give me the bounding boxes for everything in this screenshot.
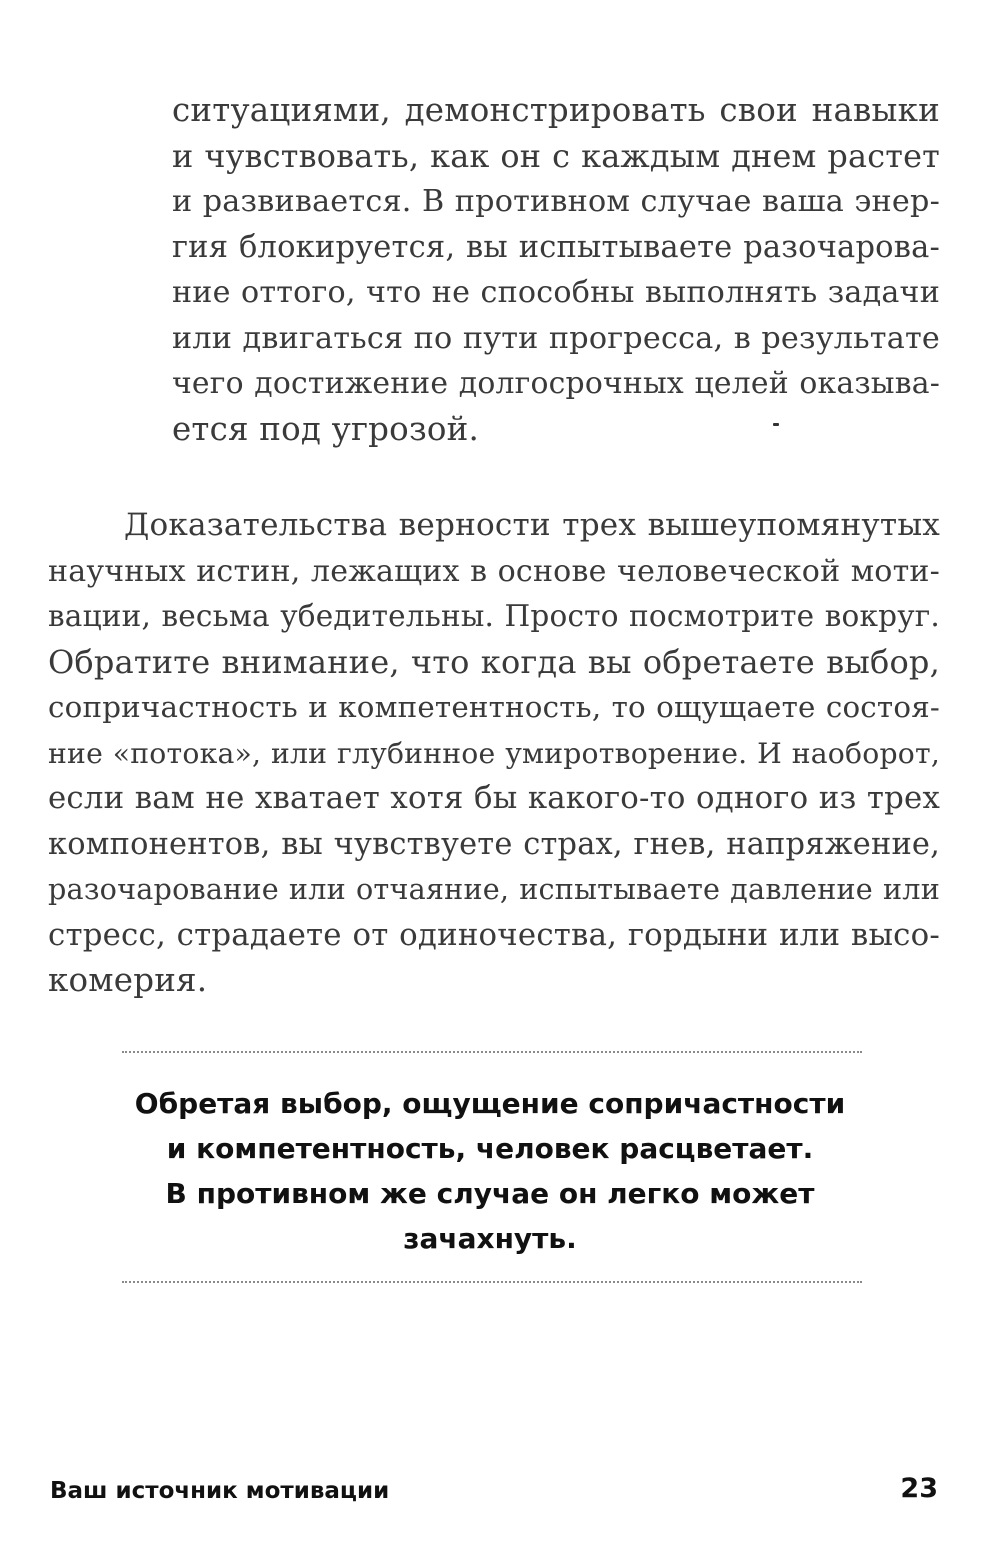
text-line: если вам не хватает хотя бы какого-то одного из трех	[48, 780, 940, 816]
pull-quote-line: В противном же случае он легко может	[165, 1177, 815, 1210]
text-line: компонентов, вы чувствуете страх, гнев, напряжение,	[48, 826, 940, 862]
text-line: ситуациями, демонстрировать свои навыки	[172, 91, 940, 129]
print-speck	[773, 423, 779, 426]
pull-quote-line: Обретая выбор, ощущение сопричастности	[134, 1087, 846, 1120]
text-line: ние оттого, что не способны выполнять задачи	[172, 275, 940, 310]
text-line: сопричастность и компетентность, то ощущаете состоя-	[48, 690, 940, 724]
text-line: комерия.	[48, 961, 208, 999]
text-line: стресс, страдаете от одиночества, гордыни или высо-	[48, 916, 940, 953]
text-line: гия блокируется, вы испытываете разочарова-	[172, 229, 940, 265]
text-line: Доказательства верности трех вышеупомянутых	[124, 507, 940, 543]
running-footer-title: Ваш источник мотивации	[50, 1478, 390, 1504]
pull-quote-line: зачахнуть.	[403, 1222, 577, 1255]
text-line: и чувствовать, как он с каждым днем растет	[172, 136, 940, 175]
text-line: вации, весьма убедительны. Просто посмотрите вокруг.	[48, 599, 940, 633]
text-line: ется под угрозой.	[172, 409, 480, 448]
text-line: и развивается. В противном случае ваша энер-	[172, 184, 940, 219]
pull-quote	[100, 1081, 880, 1261]
text-line: ние «потока», или глубинное умиротворение. И наоборот,	[48, 736, 940, 770]
main-paragraph	[48, 503, 940, 1004]
text-line: научных истин, лежащих в основе человеческой моти-	[48, 553, 940, 589]
page-number: 23	[900, 1473, 938, 1504]
text-line: Обратите внимание, что когда вы обретаете выбор,	[48, 642, 940, 681]
text-line: или двигаться по пути прогресса, в результате	[172, 320, 940, 356]
callout-top-divider	[122, 1051, 862, 1053]
text-line: разочарование или отчаяние, испытываете давление или	[48, 872, 940, 906]
pull-quote-line: и компетентность, человек расцветает.	[166, 1132, 814, 1165]
indented-text-block	[172, 88, 940, 452]
callout-bottom-divider	[122, 1281, 862, 1283]
text-line: чего достижение долгосрочных целей оказыва-	[172, 366, 940, 401]
